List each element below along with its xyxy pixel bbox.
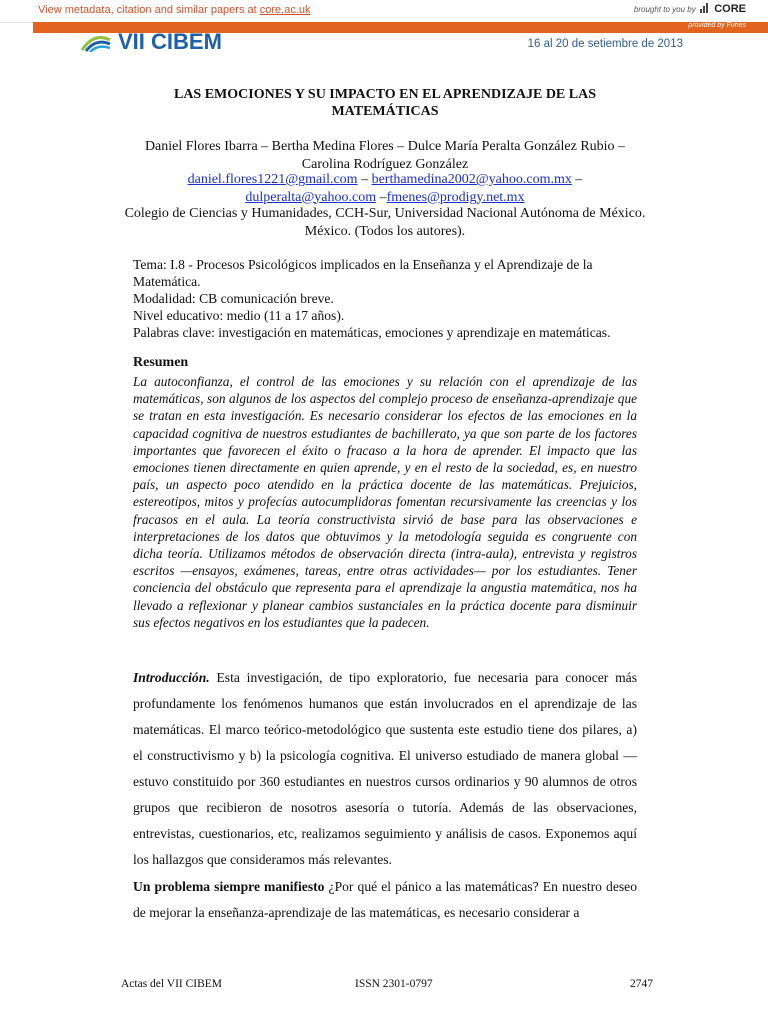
abstract-text: La autoconfianza, el control de las emociones y su relación con el aprendizaje de las matemáticas, son algunos de los aspectos del complejo proceso de enseñanza-aprendizaje que se tratan en esta investigación. Es necesario considerar los efectos de las emociones en la capacidad cognitiva de nuestros estudiantes de bachillerato, ya que son parte de los factores importantes que favorecen el éxito o fracaso a la hora de aprender. El impacto que las emociones tienen directamente en quien aprende, y en el resto de la sociedad, es, en nuestro país, un aspecto poco atendido en la práctica docente de las matemáticas. Prejuicios, estereotipos, mitos y profecías autocumplidoras fomentan recursivamente las creencias y los fracasos en el aula. La teoría constructivista sirvió de base para las observaciones e interpretaciones de los datos que obtuvimos y la metodología seguida es congruente con dicha teoría. Utilizamos métodos de observación directa (intra-aula), entrevista y registros escritos —ensayos, exámenes, tareas, entre otras actividades— por los estudiantes. Tener conciencia del obstáculo que representa para el aprendizaje la angustia matemática, nos ha llevado a reflexionar y planear cambios sustanciales en la práctica docente para disminuir sus efectos negativos en los estudiantes que la padecen.: [133, 374, 637, 630]
affiliation: Colegio de Ciencias y Humanidades, CCH-Sur, Universidad Nacional Autónoma de México. México. (Todos los autores).: [124, 206, 646, 239]
footer-proceedings: Actas del VII CIBEM: [121, 978, 223, 990]
core-metadata-link-text[interactable]: [38, 4, 311, 16]
paper-title: LAS EMOCIONES Y SU IMPACTO EN EL APRENDIZAJE DE LAS MATEMÁTICAS: [173, 87, 597, 119]
problema-body: ¿Por qué el pánico a las matemáticas? En nuestro deseo de mejorar la enseñanza-aprendizaje de las matemáticas, es necesario considerar a: [133, 879, 637, 920]
nivel-line: Nivel educativo: medio (11 a 17 años).: [133, 308, 345, 323]
problema-paragraph: [133, 874, 637, 926]
introduction-paragraph: [133, 665, 637, 873]
footer-page-number: 2747: [630, 978, 653, 990]
email-sep-2: –: [571, 172, 583, 187]
cibem-logo-icon: [80, 30, 240, 52]
core-logo-icon: [700, 3, 709, 13]
tema-line: Tema: I.8 - Procesos Psicológicos implicados en la Enseñanza y el Aprendizaje de la Matemática.: [133, 257, 593, 289]
provided-by-text[interactable]: provided by Funes: [688, 22, 746, 29]
resumen-heading: Resumen: [133, 355, 189, 370]
problema-heading: Un problema siempre manifiesto: [133, 879, 325, 894]
core-brought-text: brought to you by: [633, 5, 696, 14]
cibem-logo: [80, 30, 240, 52]
email-sep-3: –: [376, 189, 387, 205]
author-emails: [120, 171, 650, 206]
core-branding[interactable]: [634, 3, 746, 15]
email-link-3[interactable]: dulperalta@yahoo.com: [245, 189, 377, 205]
core-link[interactable]: core.ac.uk: [259, 4, 311, 16]
paper-metadata: [133, 256, 637, 341]
email-sep-1: –: [357, 172, 372, 187]
core-left-text: View metadata, citation and similar papers at: [38, 4, 260, 16]
email-link-4[interactable]: fmenes@prodigy.net.mx: [386, 189, 525, 205]
palabras-clave-line: Palabras clave: investigación en matemáticas, emociones y aprendizaje en matemáticas.: [133, 325, 611, 340]
modalidad-line: Modalidad: CB comunicación breve.: [133, 291, 334, 306]
core-brand-name: CORE: [714, 3, 746, 15]
footer-issn: ISSN 2301-0797: [355, 978, 433, 990]
introduction-heading: Introducción.: [133, 670, 210, 685]
email-link-2[interactable]: berthamedina2002@yahoo.com.mx: [371, 172, 572, 187]
email-link-1[interactable]: daniel.flores1221@gmail.com: [187, 172, 358, 187]
core-banner: [0, 0, 768, 23]
conference-date: 16 al 20 de setiembre de 2013: [527, 38, 683, 50]
cibem-logo-text: VII CIBEM: [118, 30, 222, 52]
paper-authors: Daniel Flores Ibarra – Bertha Medina Flores – Dulce María Peralta González Rubio – Carolina Rodríguez González: [144, 139, 626, 172]
introduction-body: Esta investigación, de tipo exploratorio, fue necesaria para conocer más profundamente los fenómenos humanos que están involucrados en el aprendizaje de las matemáticas. El marco teórico-metodológico que sustenta este estudio tiene dos pilares, a) el constructivismo y b) la psicología cognitiva. El universo estudiado de manera global —estuvo constituido por 360 estudiantes en nuestros cursos ordinarios y 90 alumnos de otros grupos que recibieron de nosotros asesoría o tutoría. Además de las observaciones, entrevistas, cuestionarios, etc, realizamos seguimiento y análisis de casos. Exponemos aquí los hallazgos que consideramos más relevantes.: [133, 670, 637, 867]
